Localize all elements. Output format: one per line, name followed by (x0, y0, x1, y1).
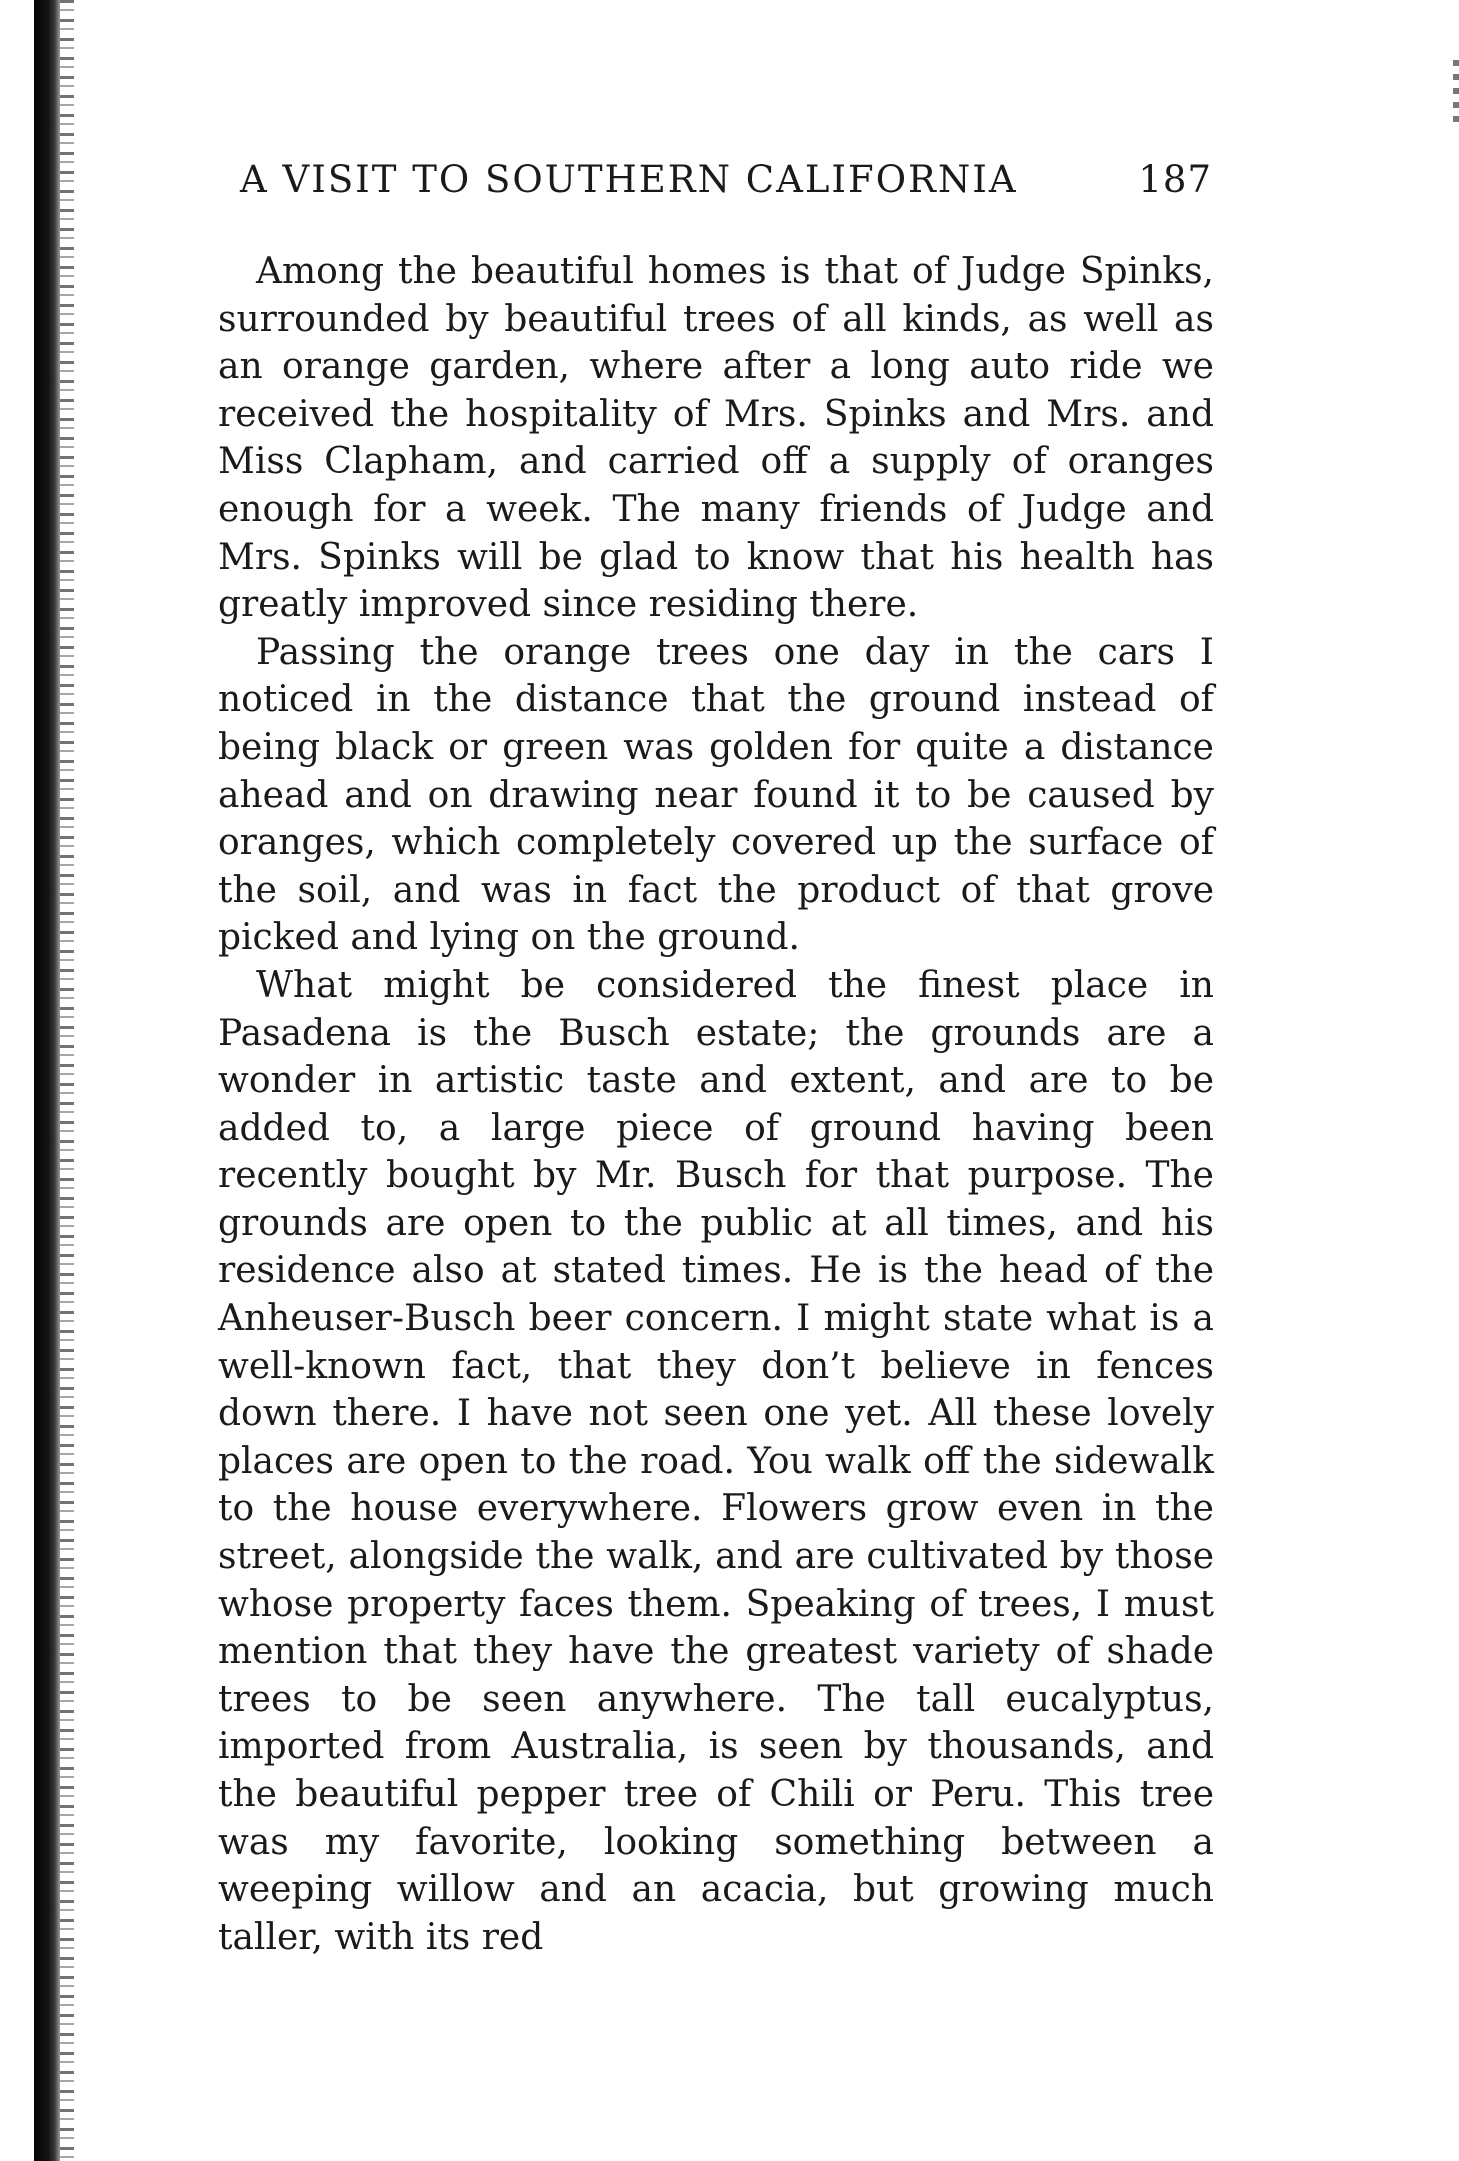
body-text (218, 248, 1214, 1961)
paragraph-orange-grove: Passing the orange trees one day in the cars I noticed in the distance that the ground instead of being black or green was golden for quite a distance ahead and on drawing near found it to be caused by oranges, which completely covered up the surface of the soil, and was in fact the product of that grove picked and lying on the ground. (218, 631, 1214, 959)
paragraph-busch-estate: What might be considered the finest place in Pasadena is the Busch estate; the grounds are a wonder in artistic taste and extent, and are to be added to, a large piece of ground having been recently bought by Mr. Busch for that purpose. The grounds are open to the public at all times, and his residence also at stated times. He is the head of the Anheuser-Busch beer concern. I might state what is a well-known fact, that they don’t believe in fences down there. I have not seen one yet. All these lovely places are open to the road. You walk off the sidewalk to the house everywhere. Flowers grow even in the street, alongside the walk, and are cultivated by those whose property faces them. Speaking of trees, I must mention that they have the greatest variety of shade trees to be seen anywhere. The tall eucalyptus, imported from Australia, is seen by thousands, and the beautiful pepper tree of Chili or Peru. This tree was my favorite, looking something between a weeping willow and an acacia, but growing much taller, with its red (218, 964, 1214, 1958)
page-number: 187 (1138, 158, 1212, 201)
page-header (240, 158, 1212, 208)
book-binding-edge (34, 0, 60, 2161)
margin-marks (1453, 60, 1459, 130)
paragraph-spinks-home: Among the beautiful homes is that of Judge Spinks, surrounded by beautiful trees of all kinds, as well as an orange garden, where after a long auto ride we received the hospitality of Mrs. Spinks and Mrs. and Miss Clapham, and carried off a supply of oranges enough for a week. The many friends of Judge and Mrs. Spinks will be glad to know that his health has greatly improved since residing there. (218, 251, 1214, 626)
running-head: A VISIT TO SOUTHERN CALIFORNIA (240, 158, 1018, 201)
